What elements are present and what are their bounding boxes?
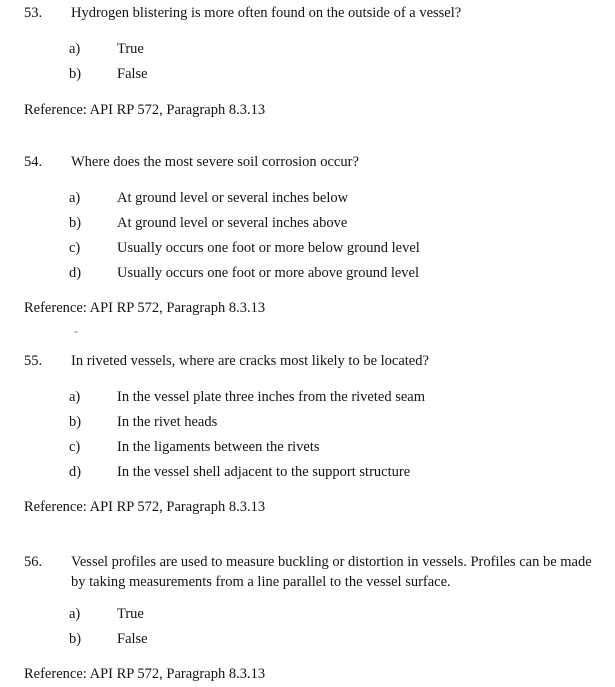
option-text: False [117,66,148,82]
option-letter: c) [69,439,81,455]
option-letter: a) [69,389,81,405]
option-text: True [117,41,144,57]
option-letter: d) [69,464,82,480]
option-letter: a) [69,41,81,57]
question-number: 55. [24,353,43,369]
option-text: In the rivet heads [117,414,218,430]
question-text: In riveted vessels, where are cracks most likely to be located? [71,353,429,369]
stray-mark: - [74,324,78,338]
option-letter: b) [69,66,82,82]
option-letter: b) [69,215,82,231]
option-text: At ground level or several inches below [117,190,349,206]
reference-text: Reference: API RP 572, Paragraph 8.3.13 [24,499,266,515]
reference-text: Reference: API RP 572, Paragraph 8.3.13 [24,300,266,316]
reference-text: Reference: API RP 572, Paragraph 8.3.13 [24,666,266,682]
option-text: False [117,631,148,647]
question-number: 54. [24,154,43,170]
question-text: Vessel profiles are used to measure buckling or distortion in vessels. Profiles can be made by taking measurements from a line parallel to the vessel surface. [71,554,592,590]
option-letter: a) [69,190,81,206]
option-text: Usually occurs one foot or more above ground level [117,265,419,281]
option-text: Usually occurs one foot or more below ground level [117,240,420,256]
reference-text: Reference: API RP 572, Paragraph 8.3.13 [24,102,266,118]
option-text: At ground level or several inches above [117,215,348,231]
question-number: 53. [24,5,43,21]
option-letter: a) [69,606,81,622]
option-letter: d) [69,265,82,281]
option-text: In the vessel plate three inches from the riveted seam [117,389,426,405]
option-letter: b) [69,414,82,430]
question-number: 56. [24,554,43,570]
option-letter: c) [69,240,81,256]
option-text: True [117,606,144,622]
question-text: Hydrogen blistering is more often found on the outside of a vessel? [71,5,462,21]
option-text: In the ligaments between the rivets [117,439,320,455]
option-text: In the vessel shell adjacent to the support structure [117,464,411,480]
option-letter: b) [69,631,82,647]
question-text: Where does the most severe soil corrosion occur? [71,154,359,170]
